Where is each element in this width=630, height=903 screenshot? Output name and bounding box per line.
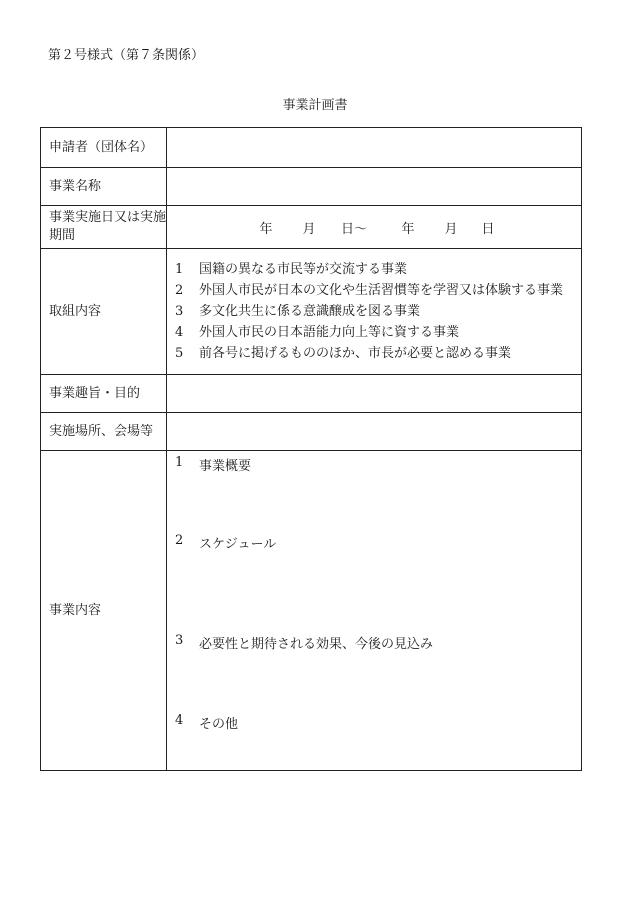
plan-table — [40, 127, 582, 771]
initiative-item[interactable]: 5 前各号に掲げるもののほか、市長が必要と認める事業 — [175, 346, 512, 361]
initiative-item[interactable]: 1 国籍の異なる市民等が交流する事業 — [175, 262, 408, 277]
field-period[interactable] — [167, 206, 582, 249]
label-purpose: 事業趣旨・目的 — [41, 375, 167, 413]
document-title: 事業計画書 — [282, 98, 348, 113]
row-content — [41, 451, 582, 771]
label-applicant: 申請者（団体名） — [41, 128, 167, 168]
label-venue: 実施場所、会場等 — [41, 413, 167, 451]
start-month-label: 月 — [302, 221, 316, 237]
field-venue[interactable] — [167, 413, 582, 451]
label-period: 事業実施日又は実施期間 — [41, 206, 167, 249]
field-applicant[interactable] — [167, 128, 582, 168]
period-line — [167, 218, 581, 237]
start-year-label: 年 — [259, 221, 273, 237]
label-content: 事業内容 — [41, 451, 167, 771]
row-period — [41, 206, 582, 249]
row-initiatives — [41, 249, 582, 375]
content-section-other: 4 その他 — [175, 713, 239, 732]
row-purpose — [41, 375, 582, 413]
initiative-item[interactable]: 3 多文化共生に係る意識醸成を図る事業 — [175, 304, 421, 319]
row-project-name — [41, 168, 582, 206]
end-year-label: 年 — [401, 221, 415, 237]
row-applicant — [41, 128, 582, 168]
content-section-overview: 1 事業概要 — [175, 455, 252, 474]
field-content[interactable] — [167, 451, 582, 771]
row-venue — [41, 413, 582, 451]
content-section-expected-effects: 3 必要性と期待される効果、今後の見込み — [175, 633, 434, 652]
form-number: 第２号様式（第７条関係） — [48, 48, 205, 63]
initiative-item[interactable]: 4 外国人市民の日本語能力向上等に資する事業 — [175, 325, 460, 340]
content-section-schedule: 2 スケジュール — [175, 533, 277, 552]
label-project-name: 事業名称 — [41, 168, 167, 206]
end-day-label: 日 — [481, 221, 495, 237]
field-initiatives — [167, 249, 582, 375]
end-month-label: 月 — [444, 221, 458, 237]
initiative-list — [167, 253, 581, 370]
label-initiatives: 取組内容 — [41, 249, 167, 375]
field-project-name[interactable] — [167, 168, 582, 206]
initiative-item[interactable]: 2 外国人市民が日本の文化や生活習慣等を学習又は体験する事業 — [175, 283, 564, 298]
field-purpose[interactable] — [167, 375, 582, 413]
start-day-label: 日〜 — [340, 221, 367, 237]
